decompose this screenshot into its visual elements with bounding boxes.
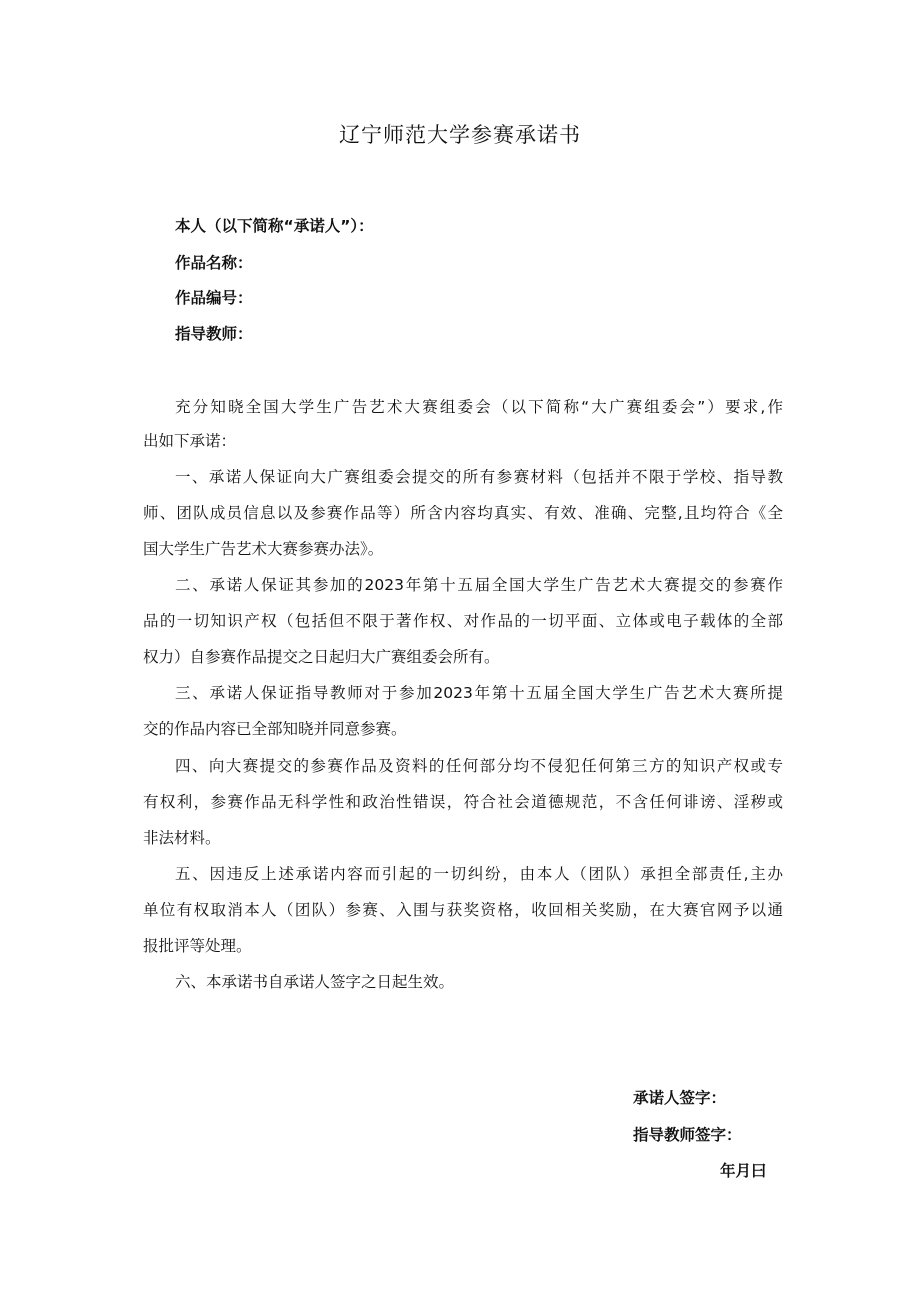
p2-line-2: 品的一切知识产权（包括但不限于著作权、对作品的一切平面、立体或电子载体的全部: [143, 612, 783, 630]
p4-line-1: 四、向大赛提交的参赛作品及资料的任何部分均不侵犯任何第三方的知识产权或专: [175, 757, 783, 775]
work-number-field-label: 作品编号：: [175, 289, 253, 307]
p6-line-1: 六、本承诺书自承诺人签字之日起生效。: [175, 973, 455, 991]
p1-line-3: 国大学生广告艺术大赛参赛办法》。: [143, 540, 384, 558]
p2-line-1: 二、承诺人保证其参加的2023年第十五届全国大学生广告艺术大赛提交的参赛作: [175, 576, 783, 594]
p1-line-1: 一、承诺人保证向大广赛组委会提交的所有参赛材料（包括并不限于学校、指导教: [175, 468, 783, 486]
advisor-signature-label: 指导教师签字：: [633, 1126, 742, 1144]
p4-line-3: 非法材料。: [143, 829, 221, 847]
advisor-field-label: 指导教师：: [175, 325, 253, 343]
p2-line-3: 权力）自参赛作品提交之日起归大广赛组委会所有。: [143, 648, 500, 666]
p1-line-2: 师、团队成员信息以及参赛作品等）所含内容均真实、有效、准确、完整,且均符合《全: [143, 504, 783, 522]
page-title: 辽宁师范大学参赛承诺书: [339, 123, 581, 147]
p5-line-2: 单位有权取消本人（团队）参赛、入围与获奖资格，收回相关奖励，在大赛官网予以通: [143, 901, 783, 919]
p4-line-2: 有权利，参赛作品无科学性和政治性错误，符合社会道德规范，不含任何诽谤、淫秽或: [143, 793, 783, 811]
p3-line-1: 三、承诺人保证指导教师对于参加2023年第十五届全国大学生广告艺术大赛所提: [175, 684, 783, 702]
intro-line-1: 充分知晓全国大学生广告艺术大赛组委会（以下简称“大广赛组委会”）要求,作: [175, 398, 783, 416]
p5-line-3: 报批评等处理。: [143, 937, 252, 955]
p5-line-1: 五、因违反上述承诺内容而引起的一切纠纷，由本人（团队）承担全部责任,主办: [175, 865, 783, 883]
intro-line-2: 出如下承诺：: [143, 432, 237, 450]
pledger-signature-label: 承诺人签字：: [633, 1089, 727, 1107]
p3-line-2: 交的作品内容已全部知晓并同意参赛。: [143, 720, 407, 738]
date-label: 年月曰: [720, 1162, 767, 1180]
pledger-field-label: 本人（以下简称“承诺人”）：: [175, 217, 374, 235]
work-name-field-label: 作品名称：: [175, 254, 253, 272]
